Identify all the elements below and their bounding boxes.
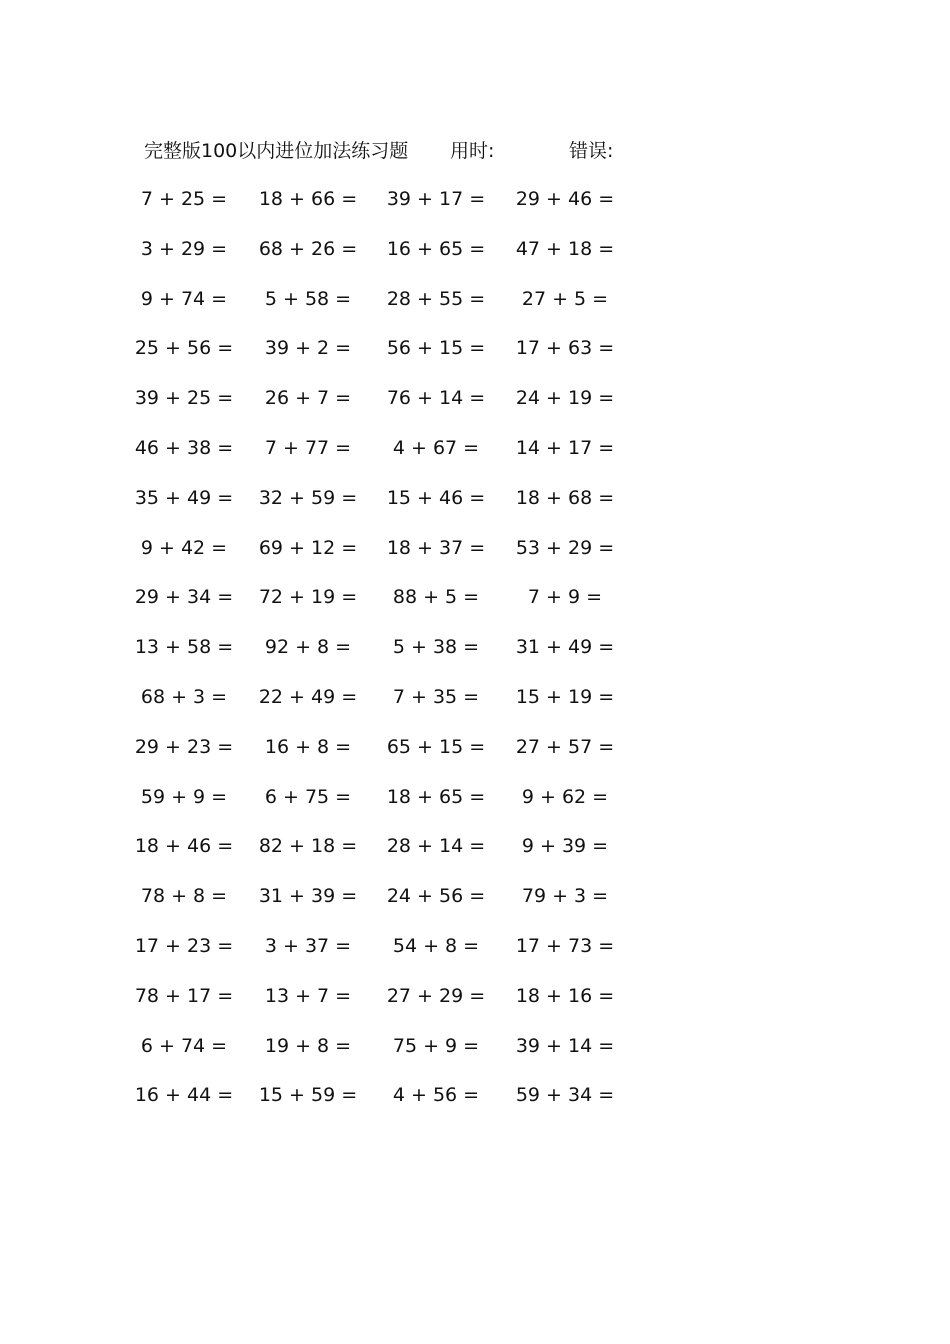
problem-item: 13 + 7 = [264, 984, 352, 1007]
problem-item: 9 + 74 = [140, 287, 228, 310]
problem-item: 24 + 56 = [386, 885, 486, 908]
problem-item: 79 + 3 = [521, 885, 609, 908]
problem-item: 65 + 15 = [386, 735, 486, 758]
problem-item: 9 + 39 = [521, 835, 609, 858]
problem-item: 75 + 9 = [392, 1034, 480, 1057]
problem-item: 39 + 14 = [515, 1034, 615, 1057]
problem-item: 56 + 15 = [386, 337, 486, 360]
problem-item: 46 + 38 = [134, 437, 234, 459]
time-label: 用时: [450, 140, 495, 162]
problem-item: 5 + 38 = [392, 636, 480, 659]
problem-item: 3 + 37 = [264, 935, 352, 957]
problem-item: 22 + 49 = [258, 686, 358, 708]
problem-item: 69 + 12 = [258, 536, 358, 559]
problem-item: 7 + 77 = [264, 437, 352, 459]
problem-item: 24 + 19 = [515, 387, 615, 410]
worksheet-title: 完整版100以内进位加法练习题 [144, 140, 409, 162]
problem-item: 39 + 2 = [264, 337, 352, 360]
problem-item: 72 + 19 = [258, 586, 358, 609]
problem-item: 16 + 8 = [264, 735, 352, 758]
problem-item: 27 + 57 = [515, 735, 615, 758]
problem-item: 15 + 46 = [386, 486, 486, 509]
problem-item: 26 + 7 = [264, 387, 352, 410]
problem-item: 59 + 34 = [515, 1084, 615, 1107]
problem-item: 6 + 74 = [140, 1034, 228, 1057]
problem-item: 17 + 63 = [515, 337, 615, 360]
problem-item: 31 + 39 = [258, 885, 358, 908]
problem-item: 19 + 8 = [264, 1034, 352, 1057]
errors-label: 错误: [569, 140, 614, 162]
problem-item: 88 + 5 = [392, 586, 480, 609]
problem-item: 82 + 18 = [258, 835, 358, 858]
problem-item: 9 + 42 = [140, 536, 228, 559]
problem-item: 7 + 9 = [527, 586, 603, 609]
problem-item: 6 + 75 = [264, 785, 352, 808]
problem-item: 18 + 16 = [515, 984, 615, 1007]
problem-item: 25 + 56 = [134, 337, 234, 360]
problem-item: 28 + 14 = [386, 835, 486, 858]
problem-item: 27 + 29 = [386, 984, 486, 1007]
problem-item: 15 + 19 = [515, 686, 615, 708]
problem-item: 31 + 49 = [515, 636, 615, 659]
problem-item: 29 + 46 = [515, 188, 615, 210]
problem-item: 14 + 17 = [515, 437, 615, 459]
problem-item: 16 + 65 = [386, 237, 486, 260]
problem-item: 54 + 8 = [392, 935, 480, 957]
problem-item: 18 + 68 = [515, 486, 615, 509]
problem-item: 39 + 17 = [386, 188, 486, 210]
problem-item: 53 + 29 = [515, 536, 615, 559]
problem-item: 16 + 44 = [134, 1084, 234, 1107]
problem-item: 68 + 26 = [258, 237, 358, 260]
problem-item: 4 + 56 = [392, 1084, 480, 1107]
problem-item: 18 + 65 = [386, 785, 486, 808]
problem-item: 39 + 25 = [134, 387, 234, 410]
problem-item: 47 + 18 = [515, 237, 615, 260]
problem-item: 59 + 9 = [140, 785, 228, 808]
problem-item: 5 + 58 = [264, 287, 352, 310]
problem-item: 68 + 3 = [140, 686, 228, 708]
problem-item: 18 + 37 = [386, 536, 486, 559]
problem-item: 4 + 67 = [392, 437, 480, 459]
problem-item: 29 + 23 = [134, 735, 234, 758]
problem-item: 35 + 49 = [134, 486, 234, 509]
problem-item: 78 + 8 = [140, 885, 228, 908]
problem-item: 18 + 46 = [134, 835, 234, 858]
problem-item: 78 + 17 = [134, 984, 234, 1007]
problem-item: 92 + 8 = [264, 636, 352, 659]
problem-item: 3 + 29 = [140, 237, 228, 260]
problem-item: 15 + 59 = [258, 1084, 358, 1107]
problem-item: 76 + 14 = [386, 387, 486, 410]
problem-item: 7 + 35 = [392, 686, 480, 708]
problem-item: 7 + 25 = [140, 188, 228, 210]
problem-item: 29 + 34 = [134, 586, 234, 609]
problem-item: 28 + 55 = [386, 287, 486, 310]
problem-item: 17 + 73 = [515, 935, 615, 957]
problem-item: 32 + 59 = [258, 486, 358, 509]
problem-item: 17 + 23 = [134, 935, 234, 957]
problem-item: 18 + 66 = [258, 188, 358, 210]
problem-item: 27 + 5 = [521, 287, 609, 310]
problem-item: 13 + 58 = [134, 636, 234, 659]
problem-item: 9 + 62 = [521, 785, 609, 808]
